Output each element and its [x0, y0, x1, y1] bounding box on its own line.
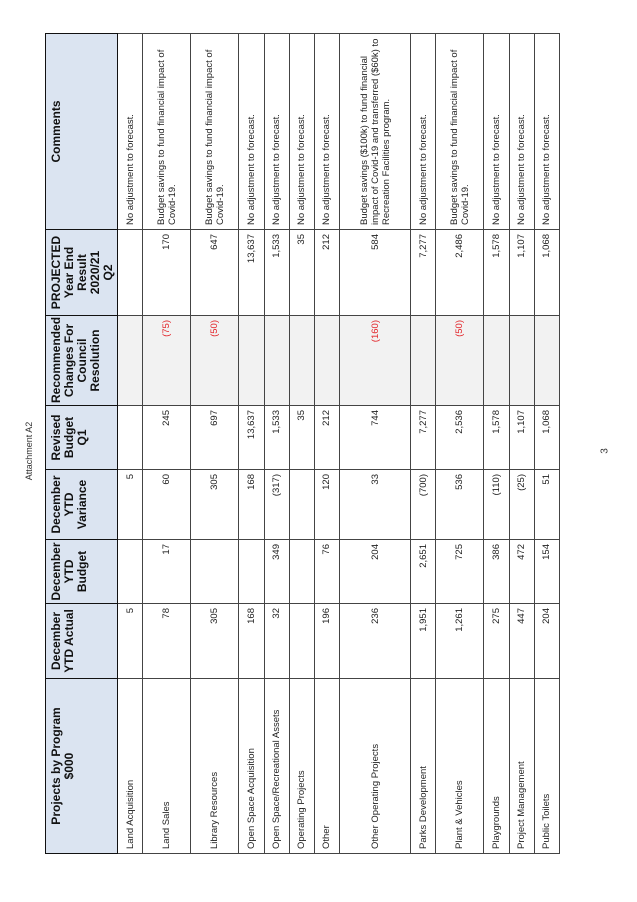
cell-comments: No adjustment to forecast.	[118, 34, 143, 230]
cell-revised-budget: 1,533	[264, 406, 289, 470]
cell-projected-result: 170	[143, 230, 191, 316]
cell-recommended-changes	[289, 316, 314, 406]
cell-ytd-actual: 32	[264, 604, 289, 679]
cell-comments: No adjustment to forecast.	[239, 34, 264, 230]
cell-recommended-changes	[239, 316, 264, 406]
cell-recommended-changes	[484, 316, 509, 406]
page-number: 3	[599, 448, 611, 454]
cell-revised-budget: 744	[339, 406, 410, 470]
cell-ytd-actual: 168	[239, 604, 264, 679]
table-row	[534, 34, 559, 854]
cell-recommended-changes	[264, 316, 289, 406]
cell-ytd-budget	[239, 540, 264, 604]
table-row	[118, 34, 143, 854]
cell-program: Land Acquisition	[118, 679, 143, 854]
header-program: Projects by Program $000	[46, 679, 118, 854]
cell-recommended-changes	[314, 316, 339, 406]
cell-comments: No adjustment to forecast.	[411, 34, 436, 230]
cell-ytd-variance: 51	[534, 470, 559, 540]
cell-comments: Budget savings to fund financial impact of Covid-19.	[143, 34, 191, 230]
cell-revised-budget: 13,637	[239, 406, 264, 470]
table-row	[314, 34, 339, 854]
cell-ytd-variance: (700)	[411, 470, 436, 540]
cell-recommended-changes	[411, 316, 436, 406]
cell-ytd-variance: 536	[436, 470, 484, 540]
cell-recommended-changes: (75)	[143, 316, 191, 406]
cell-projected-result: 13,637	[239, 230, 264, 316]
table-row	[264, 34, 289, 854]
header-ytd-budget: December YTD Budget	[46, 540, 118, 604]
cell-ytd-variance: 120	[314, 470, 339, 540]
cell-ytd-budget: 725	[436, 540, 484, 604]
cell-comments: No adjustment to forecast.	[264, 34, 289, 230]
cell-projected-result	[118, 230, 143, 316]
attachment-label: Attachment A2	[24, 421, 34, 481]
table-row	[143, 34, 191, 854]
cell-ytd-actual: 78	[143, 604, 191, 679]
cell-ytd-actual: 1,951	[411, 604, 436, 679]
table-row	[484, 34, 509, 854]
cell-revised-budget: 245	[143, 406, 191, 470]
cell-ytd-actual: 204	[534, 604, 559, 679]
cell-recommended-changes: (50)	[191, 316, 239, 406]
cell-revised-budget: 2,536	[436, 406, 484, 470]
cell-ytd-actual: 447	[509, 604, 534, 679]
cell-program: Other	[314, 679, 339, 854]
cell-ytd-variance	[289, 470, 314, 540]
cell-recommended-changes: (50)	[436, 316, 484, 406]
cell-ytd-actual: 305	[191, 604, 239, 679]
cell-revised-budget	[118, 406, 143, 470]
cell-program: Open Space Acquisition	[239, 679, 264, 854]
cell-projected-result: 35	[289, 230, 314, 316]
cell-revised-budget: 1,107	[509, 406, 534, 470]
cell-ytd-budget: 204	[339, 540, 410, 604]
cell-ytd-budget	[118, 540, 143, 604]
cell-projected-result: 647	[191, 230, 239, 316]
header-comments: Comments	[46, 34, 118, 230]
cell-program: Playgrounds	[484, 679, 509, 854]
cell-comments: Budget savings ($100k) to fund financial impact of Covid-19 and transferred ($60k) to Recreation Facilities program.	[339, 34, 410, 230]
cell-ytd-variance: 5	[118, 470, 143, 540]
cell-comments: No adjustment to forecast.	[289, 34, 314, 230]
cell-recommended-changes	[509, 316, 534, 406]
cell-comments: No adjustment to forecast.	[314, 34, 339, 230]
header-ytd-variance: December YTD Variance	[46, 470, 118, 540]
cell-recommended-changes	[118, 316, 143, 406]
cell-comments: Budget savings to fund financial impact of Covid-19.	[436, 34, 484, 230]
cell-comments: No adjustment to forecast.	[509, 34, 534, 230]
cell-program: Parks Development	[411, 679, 436, 854]
cell-program: Other Operating Projects	[339, 679, 410, 854]
cell-program: Project Management	[509, 679, 534, 854]
projects-by-program-table	[45, 33, 560, 854]
header-row	[46, 34, 118, 854]
cell-projected-result: 1,107	[509, 230, 534, 316]
table-row	[191, 34, 239, 854]
table-row	[239, 34, 264, 854]
cell-revised-budget: 1,578	[484, 406, 509, 470]
cell-ytd-budget: 386	[484, 540, 509, 604]
header-ytd-actual: December YTD Actual	[46, 604, 118, 679]
cell-ytd-budget: 472	[509, 540, 534, 604]
cell-ytd-budget: 76	[314, 540, 339, 604]
header-revised-budget: Revised Budget Q1	[46, 406, 118, 470]
cell-ytd-variance: (25)	[509, 470, 534, 540]
cell-projected-result: 2,486	[436, 230, 484, 316]
cell-program: Public Toilets	[534, 679, 559, 854]
cell-ytd-actual: 236	[339, 604, 410, 679]
cell-recommended-changes: (160)	[339, 316, 410, 406]
cell-comments: No adjustment to forecast.	[534, 34, 559, 230]
cell-projected-result: 1,578	[484, 230, 509, 316]
cell-revised-budget: 1,068	[534, 406, 559, 470]
cell-projected-result: 1,533	[264, 230, 289, 316]
table-row	[411, 34, 436, 854]
table-row	[339, 34, 410, 854]
cell-ytd-variance: 33	[339, 470, 410, 540]
cell-comments: No adjustment to forecast.	[484, 34, 509, 230]
cell-ytd-budget: 154	[534, 540, 559, 604]
cell-projected-result: 212	[314, 230, 339, 316]
cell-program: Land Sales	[143, 679, 191, 854]
cell-ytd-budget: 2,651	[411, 540, 436, 604]
cell-ytd-variance: (317)	[264, 470, 289, 540]
cell-ytd-actual: 196	[314, 604, 339, 679]
cell-ytd-budget	[191, 540, 239, 604]
table-row	[289, 34, 314, 854]
cell-program: Plant & Vehicles	[436, 679, 484, 854]
cell-revised-budget: 697	[191, 406, 239, 470]
header-projected-result: PROJECTED Year End Result 2020/21 Q2	[46, 230, 118, 316]
cell-comments: Budget savings to fund financial impact of Covid-19.	[191, 34, 239, 230]
cell-projected-result: 1,068	[534, 230, 559, 316]
cell-recommended-changes	[534, 316, 559, 406]
cell-program: Operating Projects	[289, 679, 314, 854]
cell-ytd-actual: 275	[484, 604, 509, 679]
table-row	[436, 34, 484, 854]
header-recommended-changes: Recommended Changes For Council Resolution	[46, 316, 118, 406]
cell-ytd-budget	[289, 540, 314, 604]
cell-ytd-actual	[289, 604, 314, 679]
cell-ytd-budget: 349	[264, 540, 289, 604]
cell-program: Library Resources	[191, 679, 239, 854]
cell-revised-budget: 212	[314, 406, 339, 470]
cell-ytd-variance: 168	[239, 470, 264, 540]
cell-projected-result: 7,277	[411, 230, 436, 316]
cell-revised-budget: 35	[289, 406, 314, 470]
cell-ytd-budget: 17	[143, 540, 191, 604]
cell-revised-budget: 7,277	[411, 406, 436, 470]
table-body	[118, 34, 560, 854]
cell-ytd-variance: 305	[191, 470, 239, 540]
rotated-table-container	[45, 34, 560, 854]
cell-ytd-actual: 5	[118, 604, 143, 679]
cell-program: Open Space/Recreational Assets	[264, 679, 289, 854]
cell-ytd-actual: 1,261	[436, 604, 484, 679]
table-row	[509, 34, 534, 854]
cell-projected-result: 584	[339, 230, 410, 316]
cell-ytd-variance: (110)	[484, 470, 509, 540]
cell-ytd-variance: 60	[143, 470, 191, 540]
